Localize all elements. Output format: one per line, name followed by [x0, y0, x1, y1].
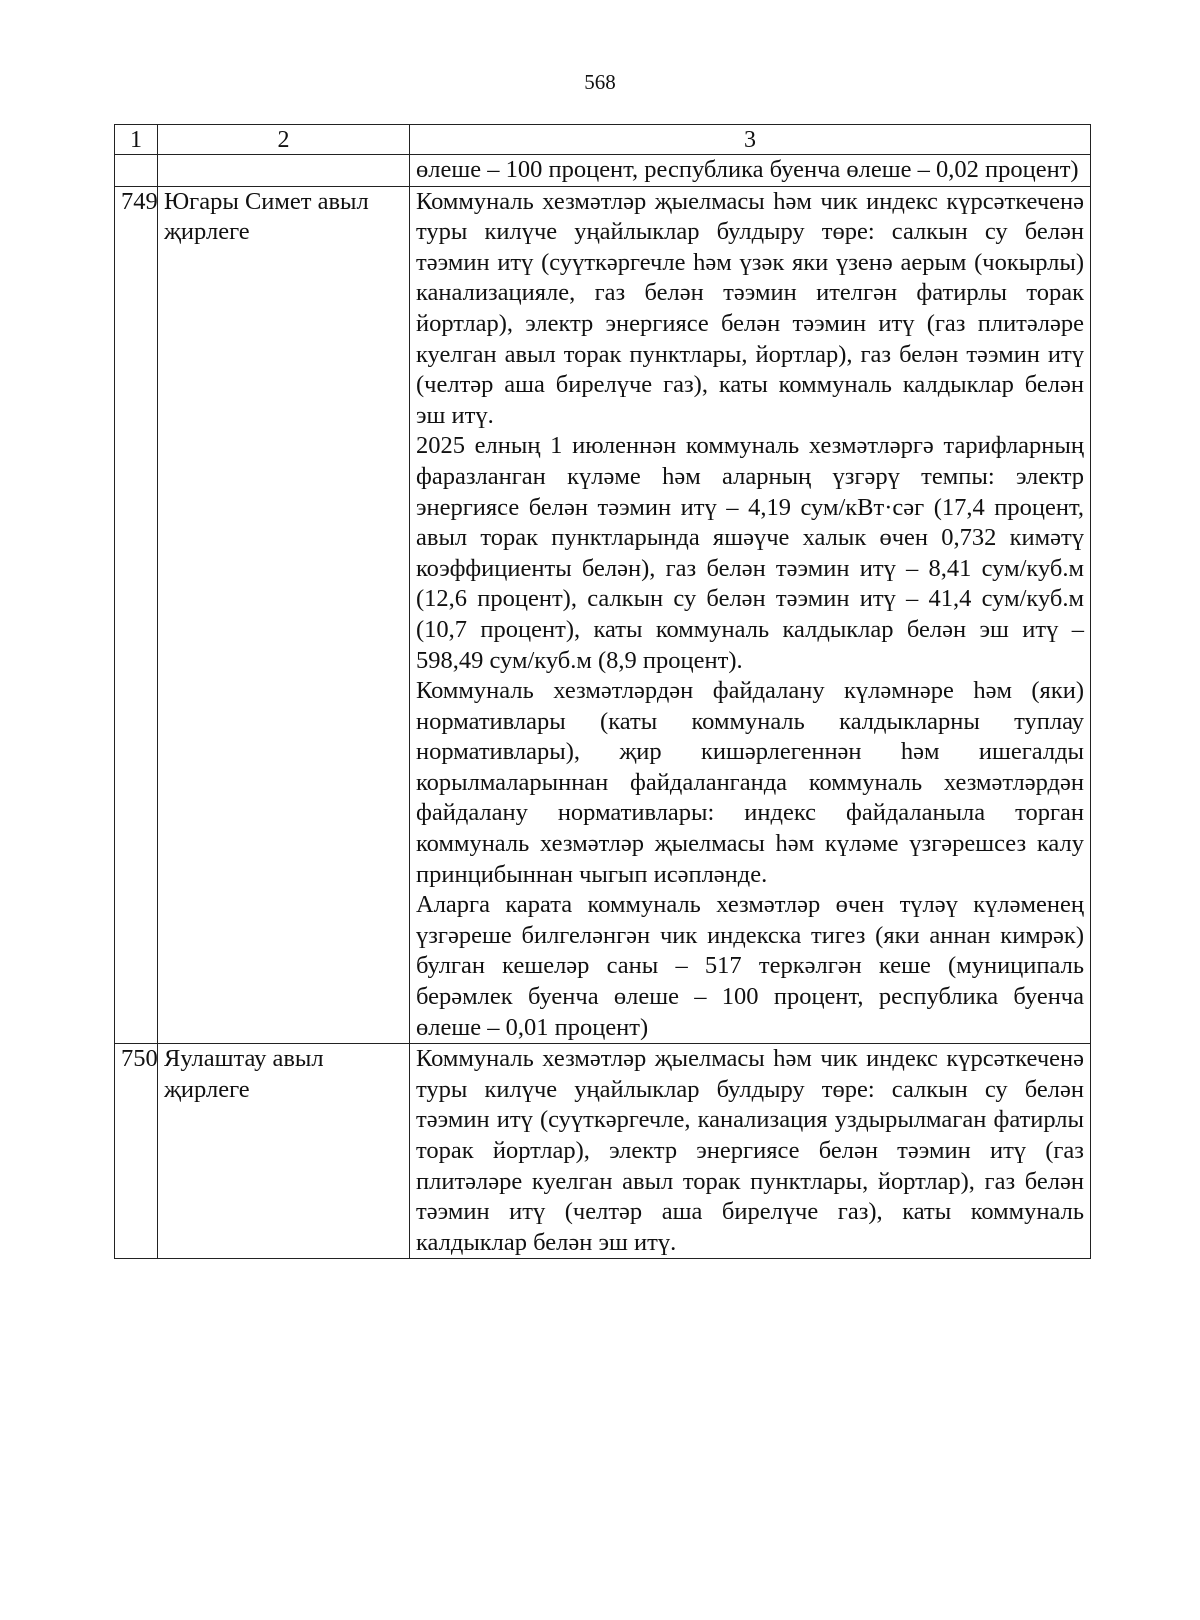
row-number: 749: [115, 186, 158, 1044]
table-row-continuation: [115, 155, 1091, 187]
description-paragraph: Коммуналь хезмәтләр җыелмасы һәм чик индекс күрсәткеченә туры килүче уңайлыклар булдыру төре: салкын су белән тәэмин итү (суүткәргечле, канализация уздырылмаган фатирлы торак йортлар), электр энергиясе белән тәэмин итү (газ плитәләре куелган авыл торак пунктлары, йортлар), газ белән тәэмин итү (челтәр аша бирелүче газ), каты коммуналь калдыклар белән эш итү.: [416, 1045, 1084, 1256]
description-paragraph: Коммуналь хезмәтләр җыелмасы һәм чик индекс күрсәткеченә туры килүче уңайлыклар булдыру төре: салкын су белән тәэмин итү (суүткәргечле һәм үзәк яки үзенә аерым (чокырлы) канализацияле, газ белән тәэмин ителгән фатирлы торак йортлар), электр энергиясе белән тәэмин итү (газ плитәләре куелган авыл торак пунктлары, йортлар), газ белән тәэмин итү (челтәр аша бирелүче газ), каты коммуналь калдыклар белән эш итү.: [416, 187, 1084, 429]
column-header-description: 3: [410, 125, 1091, 155]
table-row-749: [115, 186, 1091, 1044]
column-header-settlement: 2: [158, 125, 410, 155]
row-number: 750: [115, 1044, 158, 1259]
description-paragraph: өлеше – 100 процент, республика буенча өлеше – 0,02 процент): [416, 156, 1079, 183]
description-cell: [410, 186, 1091, 1044]
description-cell: [410, 155, 1091, 187]
table-row-750: [115, 1044, 1091, 1259]
description-paragraph: 2025 елның 1 июленнән коммуналь хезмәтләргә тарифларның фаразланган күләме һәм аларның үзгәрү темпы: электр энергиясе белән тәэмин итү – 4,19 сум/кВт·сәг (17,4 процент, авыл торак пунктларында яшәүче халык өчен 0,732 кимәтү коэффициенты белән), газ белән тәэмин итү – 8,41 сум/куб.м (12,6 процент), салкын су белән тәэмин итү – 41,4 сум/куб.м (10,7 процент), каты коммуналь калдыклар белән эш итү – 598,49 сум/куб.м (8,9 процент).: [416, 432, 1084, 674]
description-paragraph: Коммуналь хезмәтләрдән файдалану күләмнәре һәм (яки) нормативлары (каты коммуналь калдыкларны туплау нормативлары), җир кишәрлегеннән һәм ишегалды корылмаларыннан файдаланганда коммуналь хезмәтләрдән файдалану нормативлары: индекс файдаланыла торган коммуналь хезмәтләр җыелмасы һәм күләме үзгәрешсез калу принцибыннан чыгып исәпләнде.: [416, 677, 1084, 888]
description-cell: [410, 1044, 1091, 1259]
settlement-name: [158, 155, 410, 187]
settlement-name: Яулаштау авыл җирлеге: [158, 1044, 410, 1259]
row-number: [115, 155, 158, 187]
page-number: 568: [584, 70, 616, 94]
table-header-row: [115, 125, 1091, 155]
description-paragraph: Аларга карата коммуналь хезмәтләр өчен түләү күләменең үзгәреше билгеләнгән чик индекска тигез (яки аннан кимрәк) булган кешеләр саны – 517 теркәлгән кеше (муниципаль берәмлек буенча өлеше – 100 процент, республика буенча өлеше – 0,01 процент): [416, 891, 1084, 1041]
settlement-name: Югары Симет авыл җирлеге: [158, 186, 410, 1044]
column-header-number: 1: [115, 125, 158, 155]
tariff-table: [114, 124, 1091, 1259]
